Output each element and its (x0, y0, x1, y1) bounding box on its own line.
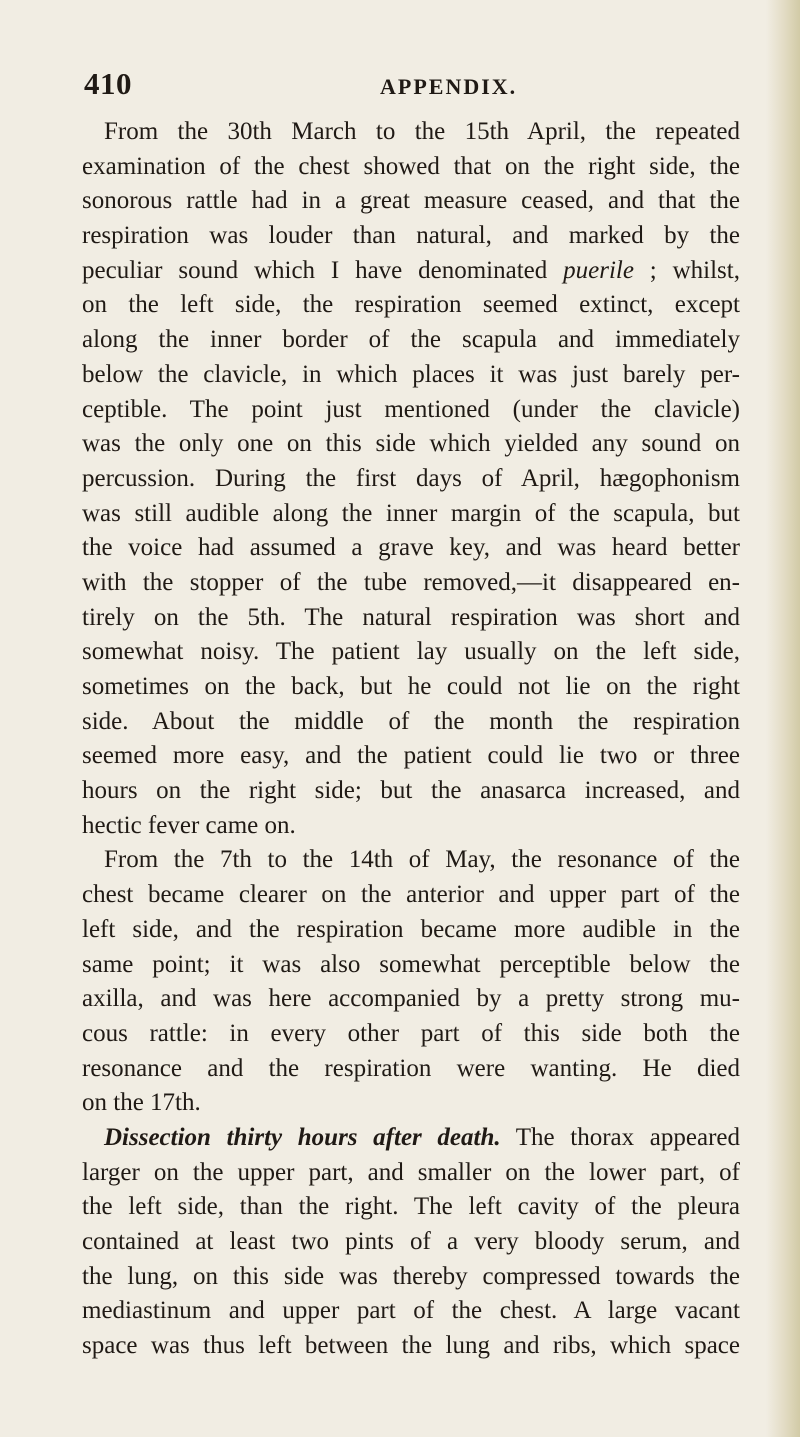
page-number: 410 (84, 66, 132, 101)
text-line: respiration was louder than natural, and marked by the (82, 222, 740, 250)
text-line: was the only one on this side which yielded any sound on (82, 430, 740, 458)
text-line: percussion. During the first days of April, hægophonism (82, 464, 740, 492)
body-text (82, 115, 740, 1364)
text-line: contained at least two pints of a very bloody serum, and (82, 1228, 740, 1255)
text-line: From the 30th March to the 15th April, the repeated (104, 118, 740, 145)
text-line (82, 254, 740, 289)
text-line: examination of the chest showed that on the right side, the (82, 152, 740, 180)
text-line: on the left side, the respiration seemed extinct, except (82, 291, 740, 319)
text-line: sonorous rattle had in a great measure ceased, and that the (82, 187, 740, 215)
text-line: cous rattle: in every other part of this side both the (82, 1019, 740, 1047)
text-line: tirely on the 5th. The natural respiration was short and (82, 603, 740, 631)
text-line: somewhat noisy. The patient lay usually on the left side, (82, 638, 740, 666)
text-segment: The thorax appeared (500, 1123, 740, 1151)
text-line: the voice had assumed a grave key, and was heard better (82, 534, 740, 562)
text-line: chest became clearer on the anterior and upper part of the (82, 881, 740, 909)
text-line: hectic fever came on. (82, 811, 296, 839)
text-line: ceptible. The point just mentioned (under the clavicle) (82, 395, 740, 423)
text-line (82, 1121, 740, 1156)
text-line: side. About the middle of the month the respiration (82, 707, 740, 735)
text-line: the left side, than the right. The left cavity of the pleura (82, 1193, 740, 1221)
text-line: resonance and the respiration were wanting. He died (82, 1054, 740, 1082)
text-line: with the stopper of the tube removed,—it disappeared en- (82, 568, 740, 596)
text-line: left side, and the respiration became more audible in the (82, 915, 740, 943)
text-line: From the 7th to the 14th of May, the resonance of the (104, 846, 740, 874)
text-line: mediastinum and upper part of the chest. A large vacant (82, 1297, 740, 1325)
text-line: axilla, and was here accompanied by a pretty strong mu- (82, 985, 740, 1013)
section-heading: Dissection thirty hours after death. (104, 1123, 501, 1151)
text-line: same point; it was also somewhat perceptible below the (82, 950, 740, 978)
text-line: hours on the right side; but the anasarca increased, and (82, 777, 740, 805)
emphasis-term: puerile (563, 256, 634, 284)
text-line: sometimes on the back, but he could not lie on the right (82, 673, 740, 700)
text-line: larger on the upper part, and smaller on the lower part, of (82, 1158, 740, 1186)
running-head: APPENDIX. (380, 74, 518, 99)
text-line: on the 17th. (82, 1089, 201, 1117)
text-line: below the clavicle, in which places it was just barely per- (82, 360, 740, 388)
text-line: along the inner border of the scapula and immediately (82, 326, 740, 354)
text-segment: ; whilst, (633, 256, 740, 284)
text-segment: peculiar sound which I have denominated (82, 256, 564, 284)
page-edge-shading (766, 0, 800, 1437)
text-line: the lung, on this side was thereby compressed towards the (82, 1262, 740, 1290)
page-header (84, 66, 734, 106)
text-line: space was thus left between the lung and ribs, which space (82, 1332, 740, 1360)
text-line: seemed more easy, and the patient could lie two or three (82, 742, 740, 770)
text-line: was still audible along the inner margin of the scapula, but (82, 499, 740, 527)
